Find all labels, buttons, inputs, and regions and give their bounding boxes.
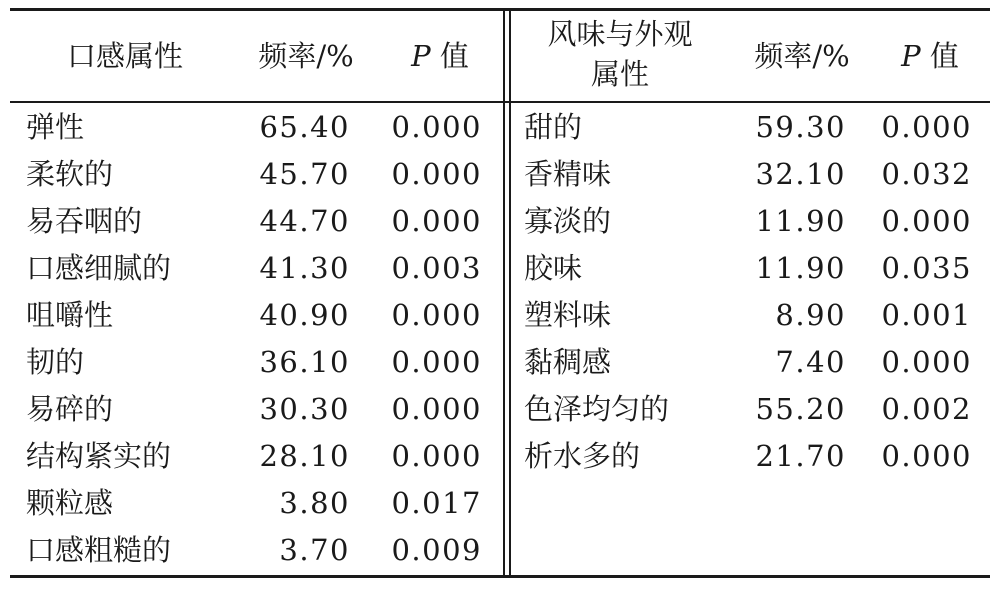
left-attribute: 咀嚼性 — [26, 298, 114, 332]
right-p-value: 0.000 — [881, 345, 972, 379]
left-p-value: 0.000 — [391, 439, 482, 473]
left-attribute: 口感粗糙的 — [26, 533, 172, 567]
p-suffix: 值 — [920, 39, 959, 73]
right-p-value: 0.035 — [881, 251, 972, 285]
left-frequency: 65.40 — [259, 110, 350, 144]
header-right-frequency: 频率/% — [754, 39, 850, 73]
left-frequency: 36.10 — [259, 345, 350, 379]
top-rule — [10, 8, 990, 11]
left-frequency: 40.90 — [259, 298, 350, 332]
left-attribute: 弹性 — [26, 110, 85, 144]
double-divider-left — [503, 10, 505, 577]
right-frequency: 55.20 — [755, 392, 846, 426]
right-frequency: 32.10 — [755, 157, 846, 191]
p-symbol: P — [901, 39, 921, 73]
right-attribute: 甜的 — [524, 110, 583, 144]
right-attribute: 胶味 — [524, 251, 583, 285]
right-p-value: 0.032 — [881, 157, 972, 191]
left-attribute: 结构紧实的 — [26, 439, 172, 473]
right-frequency: 8.90 — [775, 298, 846, 332]
right-p-value: 0.000 — [881, 439, 972, 473]
left-p-value: 0.000 — [391, 345, 482, 379]
header-left-attribute: 口感属性 — [66, 39, 183, 73]
left-frequency: 44.70 — [259, 204, 350, 238]
header-left-frequency: 频率/% — [258, 39, 354, 73]
left-p-value: 0.000 — [391, 298, 482, 332]
left-p-value: 0.017 — [391, 486, 482, 520]
p-symbol: P — [411, 39, 431, 73]
left-frequency: 28.10 — [259, 439, 350, 473]
right-frequency: 11.90 — [755, 251, 846, 285]
header-right-p-value — [882, 38, 978, 74]
right-p-value: 0.002 — [881, 392, 972, 426]
left-attribute: 易碎的 — [26, 392, 114, 426]
left-p-value: 0.000 — [391, 392, 482, 426]
left-p-value: 0.000 — [391, 204, 482, 238]
left-p-value: 0.000 — [391, 110, 482, 144]
left-attribute: 易吞咽的 — [26, 204, 143, 238]
right-attribute: 黏稠感 — [524, 345, 612, 379]
header-left-p-value — [392, 38, 488, 74]
bottom-rule — [10, 575, 990, 578]
left-p-value: 0.009 — [391, 533, 482, 567]
right-p-value: 0.001 — [881, 298, 972, 332]
right-frequency: 7.40 — [775, 345, 846, 379]
left-frequency: 45.70 — [259, 157, 350, 191]
left-frequency: 3.80 — [279, 486, 350, 520]
right-attribute: 析水多的 — [524, 439, 641, 473]
right-attribute: 香精味 — [524, 157, 612, 191]
left-frequency: 41.30 — [259, 251, 350, 285]
right-attribute: 色泽均匀的 — [524, 392, 670, 426]
header-right-attribute-line2: 属性 — [590, 57, 649, 91]
right-p-value: 0.000 — [881, 110, 972, 144]
right-p-value: 0.000 — [881, 204, 972, 238]
left-attribute: 柔软的 — [26, 157, 114, 191]
left-attribute: 口感细腻的 — [26, 251, 172, 285]
right-attribute: 寡淡的 — [524, 204, 612, 238]
right-frequency: 59.30 — [755, 110, 846, 144]
left-frequency: 30.30 — [259, 392, 350, 426]
left-frequency: 3.70 — [279, 533, 350, 567]
left-attribute: 颗粒感 — [26, 486, 114, 520]
left-attribute: 韧的 — [26, 345, 85, 379]
double-divider-right — [509, 10, 511, 577]
header-right-attribute-line1: 风味与外观 — [547, 17, 693, 51]
right-attribute: 塑料味 — [524, 298, 612, 332]
p-suffix: 值 — [430, 39, 469, 73]
header-rule — [10, 101, 990, 103]
left-p-value: 0.003 — [391, 251, 482, 285]
left-p-value: 0.000 — [391, 157, 482, 191]
right-frequency: 21.70 — [755, 439, 846, 473]
right-frequency: 11.90 — [755, 204, 846, 238]
